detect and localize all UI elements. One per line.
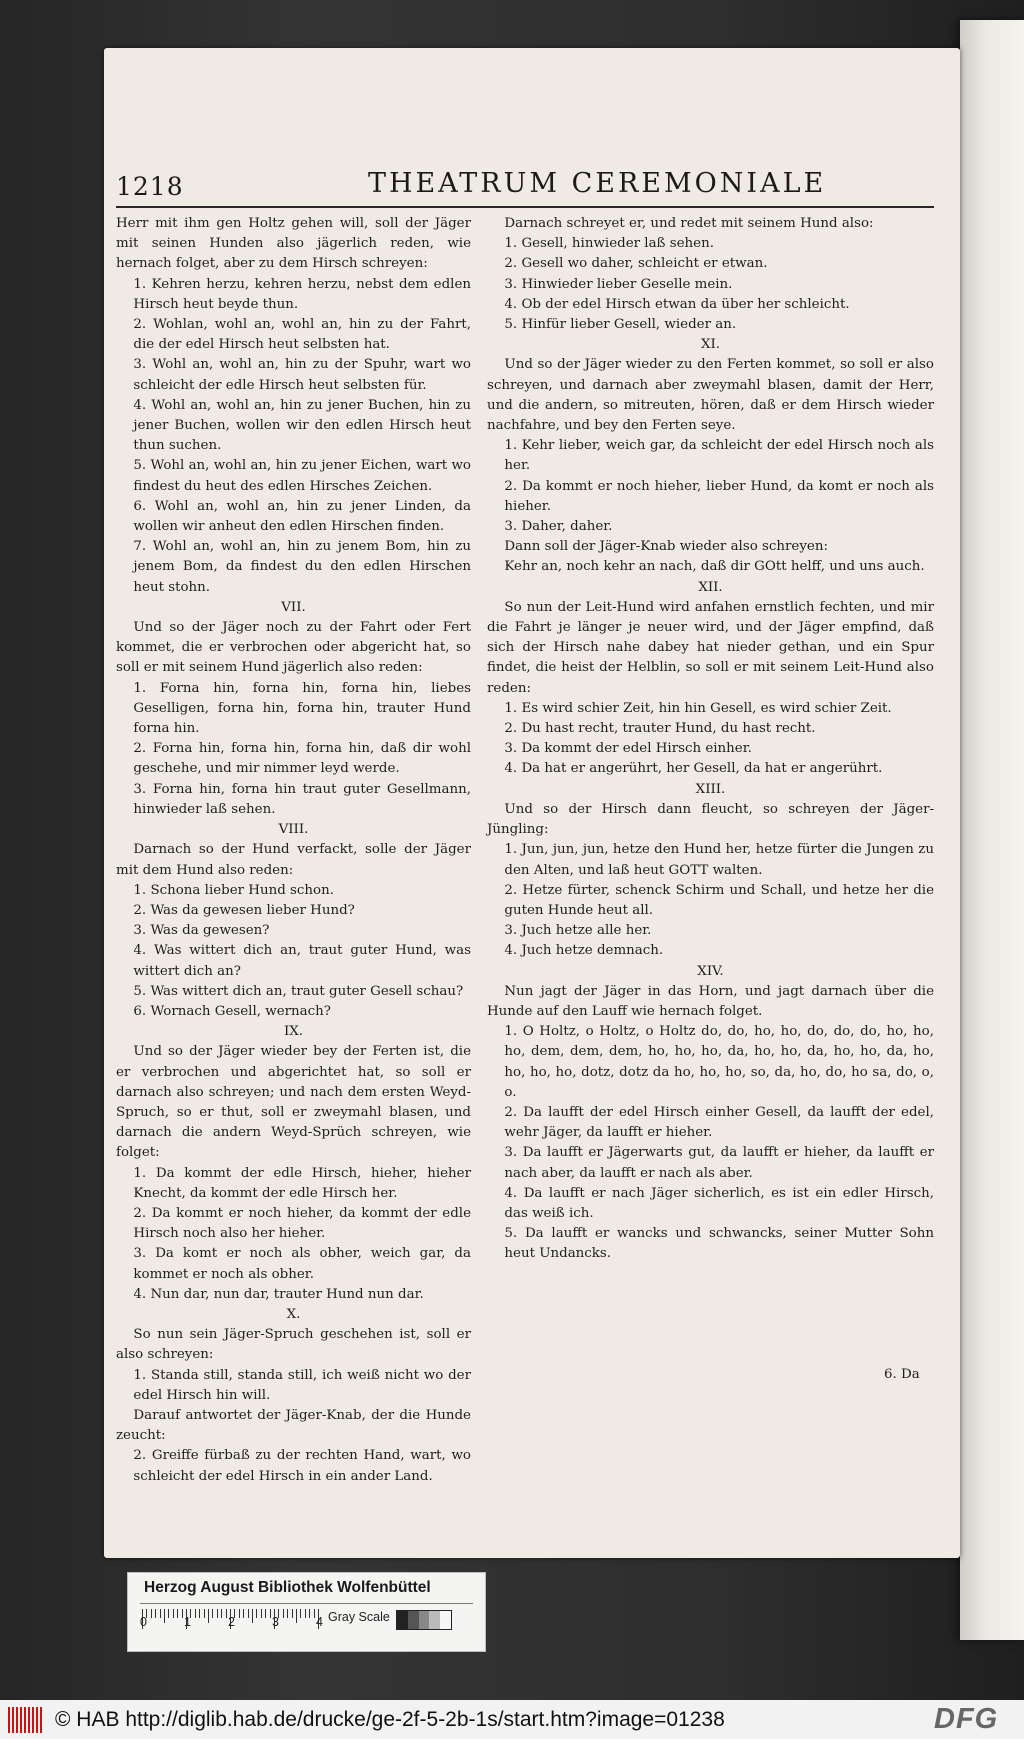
numbered-verse: 2. Da laufft der edel Hirsch einher Gesell, da laufft der edel, wehr Jäger, da laufft er hieher. <box>504 1104 934 1141</box>
numbered-verse: 4. Ob der edel Hirsch etwan da über her schleicht. <box>504 296 850 312</box>
numbered-verse: 3. Wohl an, wohl an, hin zu der Spuhr, wart wo schleicht der edle Hirsch heut selbsten für. <box>133 357 471 393</box>
ruler-tick <box>252 1609 253 1623</box>
numbered-verse: 1. Kehren herzu, kehren herzu, nebst dem edlen Hirsch heut beyde thun. <box>133 276 471 312</box>
gray-scale-label: Gray Scale <box>328 1610 390 1624</box>
numbered-verse: 5. Hinfür lieber Gesell, wieder an. <box>504 317 737 333</box>
gray-swatch-step <box>419 1611 430 1629</box>
numbered-verse: 2. Forna hin, forna hin, forna hin, daß dir wohl geschehe, und mir nimmer leyd werde. <box>133 741 471 777</box>
numbered-verse: 4. Da laufft er nach Jäger sicherlich, es ist ein edler Hirsch, das weiß ich. <box>504 1185 934 1221</box>
hab-logo-icon <box>8 1707 44 1733</box>
paragraph: Darnach so der Hund verfackt, solle der Jäger mit dem Hund also reden: <box>116 842 471 878</box>
ruler-tick <box>270 1609 271 1618</box>
ruler-number: 0 <box>140 1615 147 1629</box>
ruler-tick <box>287 1609 288 1618</box>
paragraph: Dann soll der Jäger-Knab wieder also schreyen: <box>504 539 828 555</box>
numbered-verse: 1. Schona lieber Hund schon. <box>133 882 334 898</box>
numbered-verse: 3. Daher, daher. <box>504 519 613 535</box>
numbered-verse: 2. Hetze fürter, schenck Schirm und Schall, und hetze her die guten Hunde heut all. <box>504 882 934 918</box>
numbered-verse: 2. Da kommt er noch hieher, lieber Hund, da komt er noch als hieher. <box>504 478 934 514</box>
numbered-verse: 2. Du hast recht, trauter Hund, du hast recht. <box>504 721 816 737</box>
numbered-verse: 2. Greiffe fürbaß zu der rechten Hand, wart, wo schleicht der edel Hirsch in ein ander Land. <box>133 1448 471 1484</box>
numbered-verse: 1. Standa still, standa still, ich weiß nicht wo der edel Hirsch hin will. <box>133 1367 471 1403</box>
numbered-verse: 1. Forna hin, forna hin, forna hin, liebes Geselligen, forna hin, forna hin, trauter Hund forna hin. <box>133 680 471 737</box>
section-heading: VIII. <box>278 822 309 838</box>
paragraph: So nun der Leit-Hund wird anfahen ernstlich fechten, und mir die Fahrt je länger je neuer wird, und der Jäger empfind, daß sich der Hirsch nahe dabey hat nieder gethan, und ein Spur findet, die heist der Helblin, so soll er mit seinem Leit-Hund also reden: <box>487 599 934 696</box>
numbered-verse: 5. Da laufft er wancks und schwancks, seiner Mutter Sohn heut Undancks. <box>504 1226 934 1262</box>
numbered-verse: 2. Da kommt er noch hieher, da kommt der edle Hirsch noch also her hieher. <box>133 1205 471 1242</box>
gray-swatch-step <box>408 1611 419 1629</box>
numbered-verse: 1. O Holtz, o Holtz, o Holtz do, do, ho, ho, do, do, do, ho, ho, ho, dem, dem, dem, ho, ho, ho, da, ho, ho, da, ho, ho, da, ho, ho, ho, ho, dotz, dotz da ho, ho, ho, so, da, ho, do, ho sa, do, o, o. <box>504 1024 934 1100</box>
ruler-tick <box>208 1609 209 1623</box>
ruler-tick <box>199 1609 200 1618</box>
left-text-column <box>116 214 471 1487</box>
numbered-verse: 3. Hinwieder lieber Geselle mein. <box>504 276 733 292</box>
paragraph: Und so der Hirsch dann fleucht, so schreyen der Jäger-Jüngling: <box>487 801 934 838</box>
ruler-tick <box>226 1609 227 1618</box>
numbered-verse: 1. Es wird schier Zeit, hin hin Gesell, es wird schier Zeit. <box>504 700 892 716</box>
numbered-verse: 4. Was wittert dich an, traut guter Hund, was wittert dich an? <box>133 943 471 979</box>
ruler-tick <box>261 1609 262 1618</box>
ruler-tick <box>182 1609 183 1618</box>
numbered-verse: 3. Da komt er noch als obher, weich gar, da kommet er noch als obher. <box>133 1246 471 1282</box>
numbered-verse: 3. Juch hetze alle her. <box>504 923 652 939</box>
numbered-verse: 2. Was da gewesen lieber Hund? <box>133 902 355 918</box>
scale-ruler <box>142 1609 342 1631</box>
ruler-tick <box>160 1609 161 1618</box>
ruler-tick <box>305 1609 306 1618</box>
ruler-tick <box>314 1609 315 1618</box>
ruler-number: 1 <box>184 1615 191 1629</box>
header-rule <box>116 206 934 208</box>
numbered-verse: 4. Nun dar, nun dar, trauter Hund nun dar. <box>133 1286 424 1302</box>
gray-swatch-step <box>397 1611 408 1629</box>
ruler-tick <box>296 1609 297 1623</box>
numbered-verse: 7. Wohl an, wohl an, hin zu jenem Bom, hin zu jenem Bom, da findest du den edlen Hirschen heut stohn. <box>133 539 471 595</box>
numbered-verse: 1. Kehr lieber, weich gar, da schleicht der edel Hirsch noch als her. <box>504 438 934 474</box>
paragraph: Und so der Jäger wieder bey der Ferten ist, die er verbrochen und abgerichtet hat, so soll er darnach also schreyen; und nach dem ersten Weyd-Spruch, so er thut, soll er zweymahl blasen, und darnach die andern Weyd-Sprüch schreyen, wie folget: <box>116 1044 471 1161</box>
ruler-tick <box>309 1609 310 1618</box>
numbered-verse: 5. Was wittert dich an, traut guter Gesell schau? <box>133 983 464 999</box>
ruler-tick <box>155 1609 156 1618</box>
ruler-tick <box>243 1609 244 1618</box>
adjacent-page-edge <box>960 20 1024 1640</box>
section-heading: X. <box>286 1306 301 1322</box>
ruler-tick <box>248 1609 249 1618</box>
ruler-tick <box>204 1609 205 1618</box>
ruler-tick <box>292 1609 293 1618</box>
numbered-verse: 6. Wornach Gesell, wernach? <box>133 1003 331 1019</box>
ruler-tick <box>221 1609 222 1618</box>
section-heading: XII. <box>698 579 723 595</box>
paragraph: Nun jagt der Jäger in das Horn, und jagt darnach über die Hunde auf den Lauff wie hernach folget. <box>487 983 934 1019</box>
ruler-tick <box>195 1609 196 1618</box>
paragraph: Herr mit ihm gen Holtz gehen will, soll der Jäger mit seinen Hunden also jägerlich reden, wie hernach folget, aber zu dem Hirsch schreyen: <box>116 216 471 272</box>
numbered-verse: 4. Da hat er angerührt, her Gesell, da hat er angerührt. <box>504 761 883 777</box>
numbered-verse: 1. Da kommt der edle Hirsch, hieher, hieher Knecht, da kommt der edle Hirsch her. <box>133 1165 471 1201</box>
numbered-verse: 4. Wohl an, wohl an, hin zu jener Buchen, hin zu jener Buchen, wollen wir den edlen Hirsch heut thun suchen. <box>133 397 471 454</box>
ruler-tick <box>151 1609 152 1618</box>
ruler-tick <box>300 1609 301 1618</box>
card-divider <box>140 1603 473 1604</box>
catchword: 6. Da <box>884 1367 920 1382</box>
library-name: Herzog August Bibliothek Wolfenbüttel <box>144 1579 431 1596</box>
paragraph: So nun sein Jäger-Spruch geschehen ist, soll er also schreyen: <box>116 1327 471 1363</box>
numbered-verse: 3. Was da gewesen? <box>133 923 270 939</box>
numbered-verse: 3. Da kommt der edel Hirsch einher. <box>504 741 752 757</box>
ruler-tick <box>168 1609 169 1618</box>
copyright-url: © HAB http://diglib.hab.de/drucke/ge-2f-5-2b-1s/start.htm?image=01238 <box>55 1708 725 1731</box>
numbered-verse: 2. Wohlan, wohl an, wohl an, hin zu der Fahrt, die der edel Hirsch heut selbsten hat. <box>133 317 471 353</box>
paragraph: Und so der Jäger noch zu der Fahrt oder Fert kommet, die er verbrochen oder abgericht hat, so soll er mit seinem Hund jägerlich also reden: <box>116 620 471 676</box>
numbered-verse: 1. Jun, jun, jun, hetze den Hund her, hetze fürter die Jungen zu den Alten, und laß heut GOTT walten. <box>504 842 934 878</box>
gray-scale-swatch <box>396 1610 452 1630</box>
section-heading: IX. <box>283 1024 304 1040</box>
numbered-verse: 3. Da laufft er Jägerwarts gut, da laufft er hieher, da laufft er nach aber, da laufft er nach als aber. <box>504 1145 934 1181</box>
gray-swatch-step <box>440 1611 451 1629</box>
numbered-verse: 2. Gesell wo daher, schleicht er etwan. <box>504 256 768 272</box>
section-heading: XIV. <box>697 963 724 979</box>
numbered-verse: 6. Wohl an, wohl an, hin zu jener Linden, da wollen wir anheut den edlen Hirschen finden. <box>133 498 471 535</box>
ruler-tick <box>164 1609 165 1623</box>
page-number: 1218 <box>116 172 184 201</box>
ruler-tick <box>265 1609 266 1618</box>
ruler-tick <box>212 1609 213 1618</box>
section-heading: XI. <box>700 337 721 353</box>
ruler-tick <box>173 1609 174 1618</box>
running-title: THEATRUM CEREMONIALE <box>368 168 827 199</box>
ruler-tick <box>177 1609 178 1618</box>
ruler-tick <box>283 1609 284 1618</box>
ruler-number: 3 <box>272 1615 279 1629</box>
paragraph: Darauf antwortet der Jäger-Knab, der die Hunde zeucht: <box>116 1407 471 1444</box>
ruler-number: 4 <box>316 1615 323 1629</box>
section-heading: VII. <box>281 599 306 615</box>
paragraph: Kehr an, noch kehr an nach, daß dir GOtt helff, und uns auch. <box>504 559 925 575</box>
numbered-verse: 4. Juch hetze demnach. <box>504 943 664 959</box>
dfg-logo: DFG <box>934 1703 999 1735</box>
ruler-tick <box>256 1609 257 1618</box>
right-text-column <box>487 214 934 1265</box>
ruler-tick <box>239 1609 240 1618</box>
numbered-verse: 3. Forna hin, forna hin traut guter Gesellmann, hinwieder laß sehen. <box>133 781 471 817</box>
viewer-footer <box>0 1700 1024 1739</box>
gray-swatch-step <box>429 1611 440 1629</box>
ruler-number: 2 <box>228 1615 235 1629</box>
paragraph: Und so der Jäger wieder zu den Ferten kommet, so soll er also schreyen, und darnach aber zweymahl blasen, damit der Herr, und die andern, so mitreuten, hören, daß er dem Hirsch wieder nachfahre, und bey den Ferten seye. <box>487 357 934 434</box>
library-color-card <box>127 1572 486 1652</box>
section-heading: XIII. <box>695 781 726 797</box>
numbered-verse: 5. Wohl an, wohl an, hin zu jener Eichen, wart wo findest du heut des edlen Hirsches Zeichen. <box>133 458 471 494</box>
paragraph: Darnach schreyet er, und redet mit seinem Hund also: <box>504 216 874 231</box>
ruler-tick <box>217 1609 218 1618</box>
numbered-verse: 1. Gesell, hinwieder laß sehen. <box>504 236 714 252</box>
